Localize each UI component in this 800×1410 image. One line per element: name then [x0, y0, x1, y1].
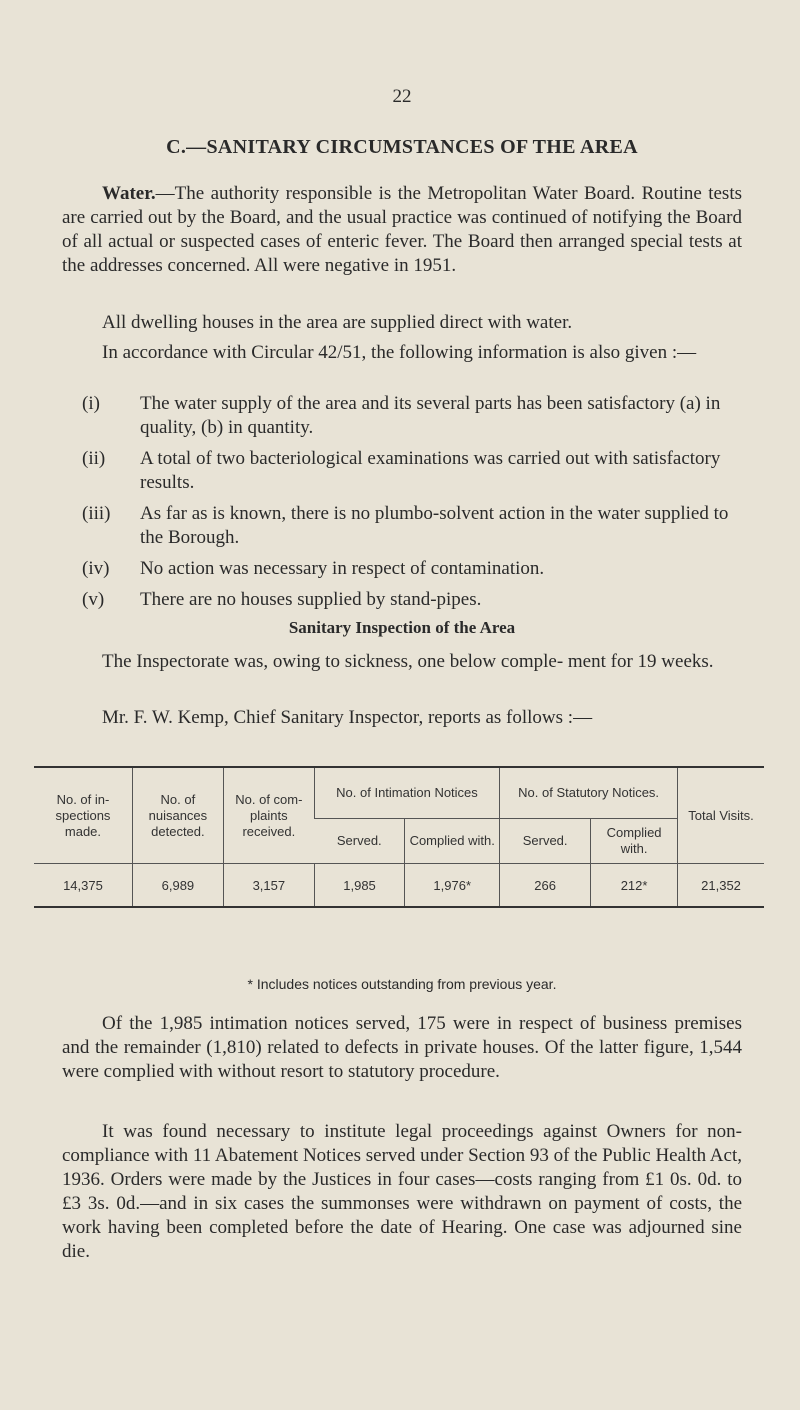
cell-intimation-complied: 1,976* — [405, 864, 500, 908]
list-item — [62, 557, 742, 581]
header-total-visits: Total Visits. — [678, 767, 764, 864]
information-list — [62, 392, 742, 619]
table-row — [34, 864, 764, 908]
section-title: C.—SANITARY CIRCUMSTANCES OF THE AREA — [166, 136, 638, 158]
header-statutory-notices: No. of Statutory Notices. — [500, 767, 678, 819]
list-item-text: The water supply of the area and its several parts has been satisfactory (a) in quality, (b) in quantity. — [140, 393, 721, 438]
list-item-text: A total of two bacteriological examinations was carried out with satisfactory results. — [140, 448, 721, 493]
cell-inspections: 14,375 — [34, 864, 132, 908]
cell-nuisances: 6,989 — [132, 864, 223, 908]
dwelling-paragraph: All dwelling houses in the area are supplied direct with water. — [102, 312, 573, 333]
cell-complaints: 3,157 — [223, 864, 314, 908]
water-lead: Water. — [102, 183, 156, 204]
list-item-text: No action was necessary in respect of contamination. — [140, 558, 545, 579]
list-item-number: (ii) — [82, 448, 106, 469]
list-item — [62, 502, 742, 550]
cell-total-visits: 21,352 — [678, 864, 764, 908]
circular-paragraph: In accordance with Circular 42/51, the following information is also given :— — [102, 342, 697, 363]
cell-statutory-served: 266 — [500, 864, 591, 908]
header-intimation-notices: No. of Intimation Notices — [314, 767, 499, 819]
list-item-number: (iv) — [82, 558, 110, 579]
cell-intimation-served: 1,985 — [314, 864, 404, 908]
header-complaints: No. of com- plaints received. — [223, 767, 314, 864]
list-item-number: (v) — [82, 589, 105, 610]
table-header-row — [34, 767, 764, 819]
header-intimation-served: Served. — [314, 819, 404, 864]
notices-paragraph: Of the 1,985 intimation notices served, 175 were in respect of business premises and the remainder (1,810) related to defects in private houses. Of the latter figure, 1,544 were complied with without resort to statutory procedure. — [62, 1013, 742, 1082]
inspectorate-paragraph: The Inspectorate was, owing to sickness, one below comple- ment for 19 weeks. — [102, 651, 714, 672]
water-text: —The authority responsible is the Metropolitan Water Board. Routine tests are carried out by the Board, and the usual practice was continued of notifying the Board of all actual or suspected cases of enteric fever. The Board then arranged special tests at the addresses concerned. All were negative in 1951. — [62, 183, 742, 276]
header-inspections: No. of in- spections made. — [55, 791, 111, 839]
cell-statutory-complied: 212* — [591, 864, 678, 908]
list-item — [62, 392, 742, 440]
list-item-number: (iii) — [82, 503, 111, 524]
legal-proceedings-paragraph: It was found necessary to institute legal proceedings against Owners for non-compliance with 11 Abatement Notices served under Section 93 of the Public Health Act, 1936. Orders were made by the Justices in four cases—costs ranging from £1 0s. 0d. to £3 3s. 0d.—and in six cases the summonses were withdrawn on payment of costs, the work having been completed before the date of Hearing. One case was adjourned sine die. — [62, 1121, 742, 1262]
kemp-paragraph: Mr. F. W. Kemp, Chief Sanitary Inspector, reports as follows :— — [102, 707, 593, 728]
table-footnote: * Includes notices outstanding from previous year. — [247, 976, 557, 992]
inspection-table — [34, 766, 764, 908]
header-intimation-complied: Complied with. — [405, 819, 500, 864]
list-item — [62, 447, 742, 495]
subheading: Sanitary Inspection of the Area — [288, 618, 516, 637]
page-number: 22 — [392, 86, 412, 107]
list-item — [62, 588, 742, 612]
header-statutory-served: Served. — [500, 819, 591, 864]
list-item-text: As far as is known, there is no plumbo-solvent action in the water supplied to the Borough. — [140, 503, 729, 548]
water-paragraph — [62, 182, 742, 278]
header-nuisances: No. of nuisances detected. — [132, 767, 223, 864]
list-item-text: There are no houses supplied by stand-pipes. — [140, 589, 482, 610]
header-statutory-complied: Complied with. — [591, 819, 678, 864]
list-item-number: (i) — [82, 393, 100, 414]
